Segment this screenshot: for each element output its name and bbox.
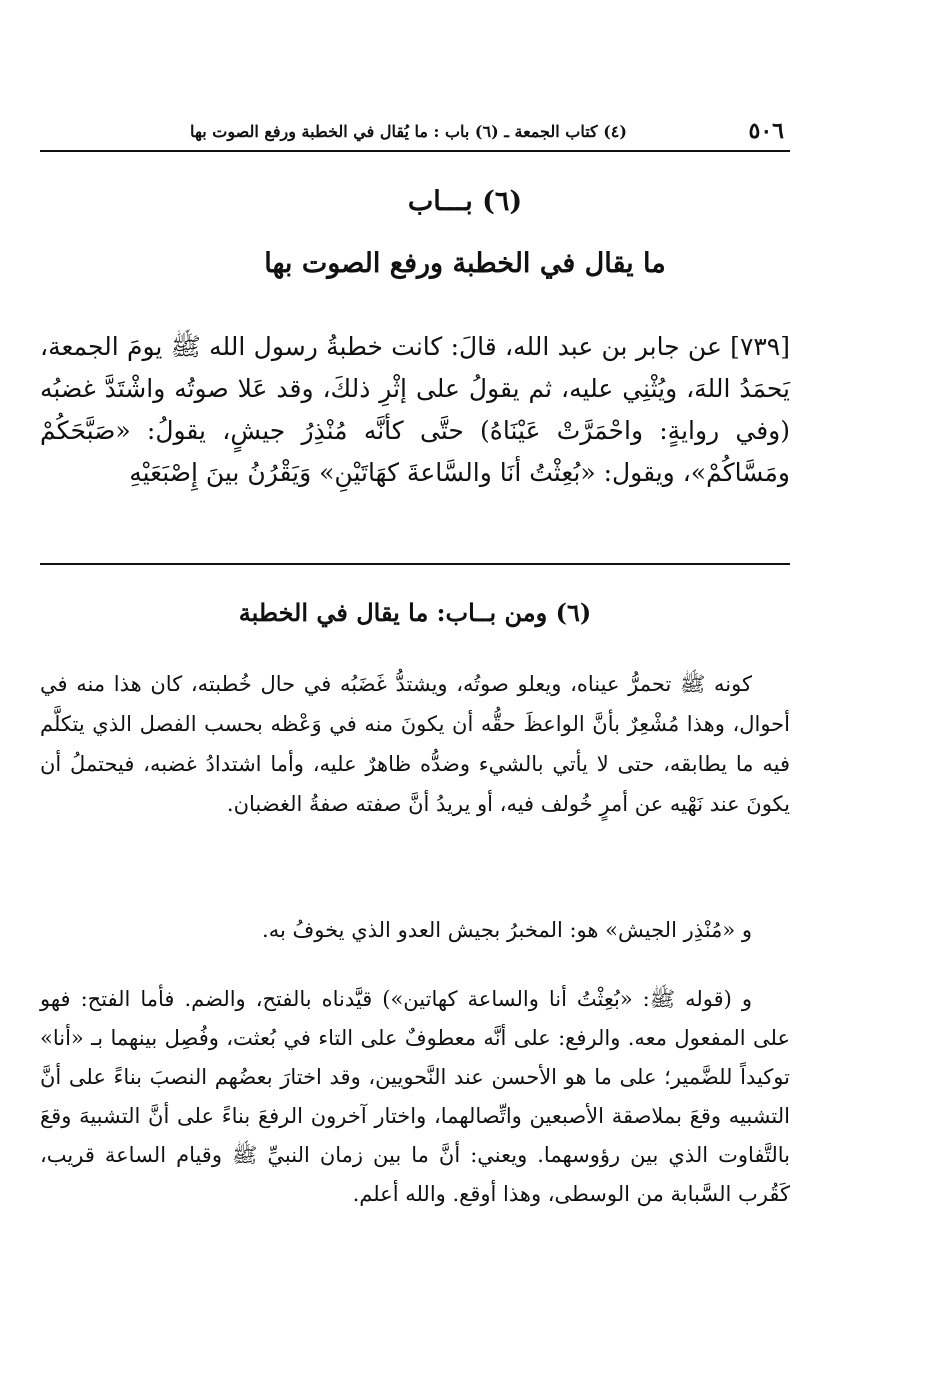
hadith-text: [٧٣٩] عن جابر بن عبد الله، قالَ: كانت خطبةُ رسول الله ﷺ يومَ الجمعة، يَحمَدُ اللهَ، ويُثْنِي عليه، ثم يقولُ على إثْرِ ذلكَ، وقد عَلا صوتُه واشْتَدَّ غضبُه (وفي روايةٍ: واحْمَرَّتْ عَيْنَاهُ) حتَّى كأنَّه مُنْذِرُ جيشٍ، يقولُ: «صَبَّحَكُمْ ومَسَّاكُمْ»، ويقول: «بُعِثْتُ أنَا والسَّاعةَ كهَاتَيْنِ» وَيَقْرُنُ بينَ إِصْبَعَيْهِ (40, 332, 790, 487)
running-title: (٤) كتاب الجمعة ـ (٦) باب : ما يُقال في الخطبة ورفع الصوت بها (190, 122, 627, 141)
commentary-paragraph-1: كونه ﷺ تحمرُّ عيناه، ويعلو صوتُه، ويشتدُّ غَضَبُه في حال خُطبته، كان هذا منه في أحوال، وهذا مُشْعِرٌ بأنَّ الواعظَ حقُّه أن يكونَ منه في وَعْظه بحسب الفصل الذي يتكلَّم فيه ما يطابقه، حتى لا يأتي بالشيء وضدُّه ظاهرٌ عليه، وأما اشتدادُ غضبه، فيحتملُ أن يكونَ عند نَهْيه عن أمرٍ خُولف فيه، أو يريدُ أنَّ صفته صفةُ الغضبان. (40, 672, 790, 816)
commentary-heading: (٦) ومن بــاب: ما يقال في الخطبة (238, 598, 592, 627)
section-divider (40, 563, 790, 565)
chapter-number: (٦) بـــاب (407, 186, 523, 217)
commentary-paragraph-3: و (قوله ﷺ: «بُعِثْتُ أنا والساعة كهاتين») قيَّدناه بالفتح، والضم. فأما الفتح: فهو على المفعول معه. والرفع: على أنَّه معطوفٌ على التاء في بُعثت، وفُصِل بينهما بـ «أنا» توكيداً للضَّمير؛ على ما هو الأحسن عند النَّحويين، وقد اختارَ بعضُهم النصبَ بناءً على أنَّ التشبيه وقعَ بملاصقة الأصبعين واتِّصالهما، واختار آخرون الرفعَ بناءً على أنَّ التشبيهَ وقعَ بالتَّفاوت الذي بين رؤوسهما. ويعني: أنَّ ما بين زمان النبيِّ ﷺ وقيام الساعة قريب، كَقُرب السَّبابة من الوسطى، وهذا أوقع. والله أعلم. (40, 987, 790, 1206)
running-header (40, 116, 790, 152)
commentary-paragraph-2: و «مُنْذِر الجيش» هو: المخبرُ بجيش العدو الذي يخوفُ به. (262, 918, 752, 942)
page-number: ٥٠٦ (748, 118, 784, 144)
chapter-title: ما يقال في الخطبة ورفع الصوت بها (264, 248, 666, 279)
